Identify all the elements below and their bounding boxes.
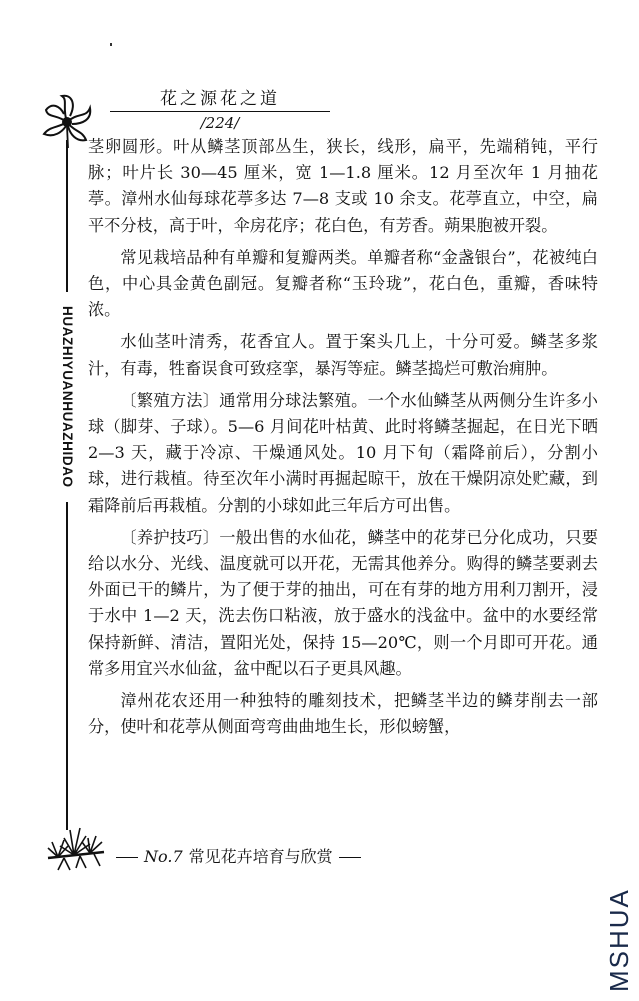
pine-branch-ornament-icon (44, 812, 108, 872)
paragraph-uses: 水仙茎叶清秀，花香宜人。置于案头几上，十分可爱。鳞茎多浆汁，有毒，牲畜误食可致痉挛，暴泻等症。鳞茎捣烂可敷治痈肿。 (88, 332, 598, 378)
footer-dash-right (339, 857, 361, 858)
paragraph-varieties: 常见栽培品种有单瓣和复瓣两类。单瓣者称“金盏银台”，花被纯白色，中心具金黄色副冠。复瓣者称“玉玲珑”，花白色，重瓣，香味特浓。 (88, 247, 598, 320)
paragraph-care: 〔养护技巧〕一般出售的水仙花，鳞茎中的花芽已分化成功，只要给以水分、光线、温度就可以开花，无需其他养分。购得的鳞茎要剥去外面已干的鳞片，为了便于芽的抽出，可在有芽的地方用利刀割开，浸于水中 1—2 天，洗去伤口粘液，放于盛水的浅盆中。盆中的水要经常保持新鲜、清洁，置阳光处，保持 15—20℃，则一个月即可开花。通常多用宜兴水仙盆，盆中配以石子更具风趣。 (88, 527, 598, 678)
ink-speck (110, 43, 112, 46)
watermark-text: MSHUA (604, 888, 634, 992)
paragraph-carving: 漳州花农还用一种独特的雕刻技术，把鳞茎半边的鳞芽削去一部分，使叶和花葶从侧面弯弯曲曲地生长，形似螃蟹， (88, 691, 598, 737)
body-text (88, 134, 598, 740)
running-header (110, 88, 330, 132)
book-title: 花之源花之道 (110, 88, 330, 112)
paragraph-propagation: 〔繁殖方法〕通常用分球法繁殖。一个水仙鳞茎从两侧分生许多小球（脚芽、子球）。5—6 月间花叶枯黄、此时将鳞茎掘起，在日光下晒 2—3 天，藏于冷凉、干燥通风处。10 月下旬（霜降前后），分割小球，进行栽植。待至次年小满时再掘起晾干，放在干燥阴凉处贮藏，到霜降前后再栽植。分割的小球如此三年后方可出售。 (88, 390, 598, 515)
footer-dash-left (116, 857, 138, 858)
paragraph-description: 茎卵圆形。叶从鳞茎顶部丛生，狭长，线形，扁平，先端稍钝，平行脉；叶片长 30—45 厘米，宽 1—1.8 厘米。12 月至次年 1 月抽花葶。漳州水仙每球花葶多达 7—8 支或 10 余支。花葶直立，中空，扁平不分枝，高于叶，伞房花序；花白色，有芳香。蒴果胞被开裂。 (88, 137, 598, 235)
chapter-title: 常见花卉培育与欣赏 (188, 847, 333, 866)
spine-pinyin-title: HUAZHIYUANHUAZHIDAO (58, 292, 76, 502)
chapter-number: No.7 (144, 847, 183, 866)
running-footer (110, 846, 367, 868)
page-number: /224/ (200, 114, 240, 132)
